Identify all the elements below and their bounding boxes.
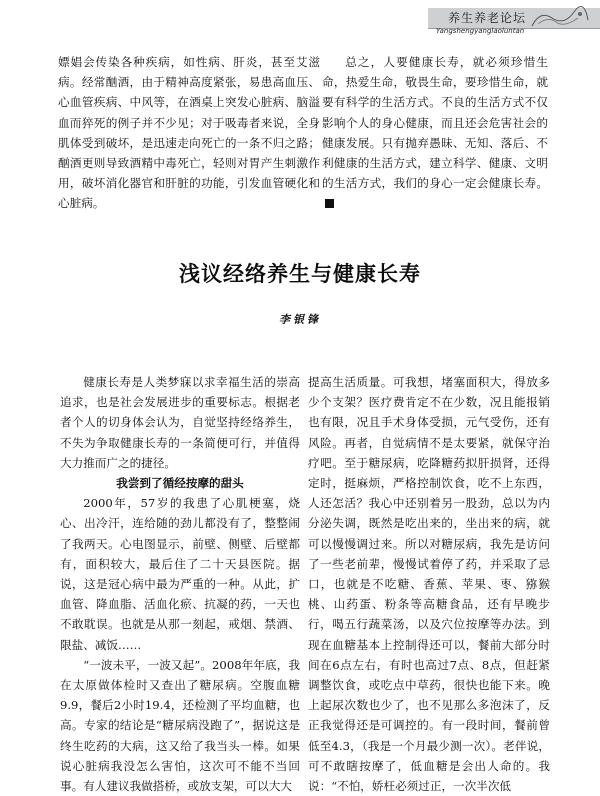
previous-article-paragraph: 嫖娼会传染各种疾病，如性病、肝炎，甚至艾滋病。经常酗酒，由于精神高度紧张，易患高血压、心血管疾病、中风等，在酒桌上突发心脏病、脑溢血而猝死的例子并不少见；对于吸毒者来说，全身肌体受到破坏，是迅速走向死亡的一条不归之路；酗酒更则导致酒精中毒死亡，轻则对胃产生刺激作用，破坏消化器官和肝脏的功能，引发血管硬化和心脏病。 [58, 55, 320, 211]
conclusion-text: 总之，人要健康长寿，就必须珍惜生命，热爱生命，敬畏生命，要珍惜生命，就要有科学的生活方式。不良的生活方式不仅影响个人的身心健康，而且还会危害社会的健康发展。只有抛弃愚昧、无知、落后、不利健康的生活方式，建立科学、健康、文明的生活方式，我们的身心一定会健康长寿。 [322, 55, 548, 191]
intro-paragraph: 健康长寿是人类梦寐以求幸福生活的崇高追求，也是社会发展进步的重要标志。根据老者个人的切身体会认为，自觉坚持经络养生，不失为争取健康长寿的一条简便可行，并值得大力推而广之的捷径。 [60, 375, 300, 470]
article-left-column [60, 372, 300, 796]
article-author: 李银锋 [279, 313, 321, 326]
previous-article-left-column [58, 52, 320, 214]
previous-article-conclusion [322, 52, 548, 214]
section-title: 养生养老论坛 [448, 11, 527, 25]
previous-article-right-column [322, 52, 548, 214]
article-title: 浅议经络养生与健康长寿 [179, 261, 421, 286]
end-of-article-mark [325, 199, 334, 208]
body-paragraph: 2000年，57岁的我患了心肌梗塞，烧心、出冷汗，连给随的劲儿都没有了，整整闹了我两天。心电图显示，前壁、侧壁、后壁都有，面积较大，最后住了二十天县医院。据说，这是冠心病中最为严重的一种。从此，扩血管、降血脂、活血化瘀、抗凝的药，一天也不敢耽误。也就是从那一刻起，戒烟、禁酒、限盐、减饭…… [60, 496, 300, 652]
decorative-ornament-icon [530, 6, 590, 28]
section-pinyin: Yangshengyanglaoluntan [436, 27, 525, 35]
article-right-column [308, 372, 550, 796]
page-header [0, 0, 600, 35]
body-paragraph: “一波未平，一波又起”。2008年年底，我在太原做体检时又查出了糖尿病。空腹血糖9.9，餐后2小时19.4，还检测了平均血糖，也高。专家的结论是“糖尿病没跑了”，据说这是终生吃药的大病，这又给了我当头一棒。如果说心脏病我没怎么害怕，这次可不能不当回事。有人建议我做搭桥，或放支架，可以大大 [60, 657, 300, 794]
body-paragraph: 提高生活质量。可我想，堵塞面积大，得放多少个支架？医疗费肯定不在少数，况且能报销也有限，况且手术身体受损，元气受伤，还有风险。再者，自觉病情不是太要紧，就保守治疗吧。至于糖尿病，吃降糖药拟肝损肾，还得定时，挺麻烦，严格控制饮食，吃不上东西，人还怎活？我心中还别着另一股劲，总以为内分泌失调，既然是吃出来的，坐出来的病，就可以慢慢调过来。所以对糖尿病，我先是访问了一些老前辈，慢慢试着停了药，并采取了忌口，也就是不吃糖、香蕉、苹果、枣、猕猴桃、山药蛋、粉条等高糖食品，还有早晚步行，喝五行蔬菜汤，以及穴位按摩等办法。到现在血糖基本上控制得还可以，餐前大部分时间在6点左右，有时也高过7点、8点，但赶紧调整饮食，或吃点中草药，很快也能下来。晚上起尿次数也少了，也不见那么多泡沫了，反正我觉得还是可调控的。有一段时间，餐前曾低至4.3，（我是一个月最少测一次）。老伴说，可不敢瞎按摩了，低血糖是会出人命的。我说：“不怕，娇枉必须过正，一次半次低 [308, 375, 550, 794]
section-subheading: 我尝到了循经按摩的甜头 [116, 476, 244, 491]
